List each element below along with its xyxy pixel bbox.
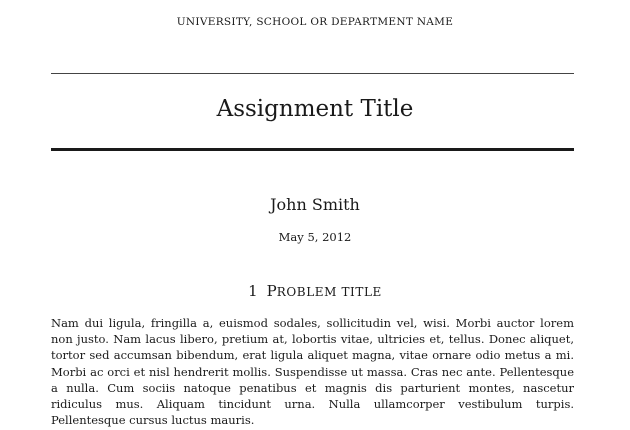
- section-number: 1: [248, 282, 258, 300]
- section-body-paragraph: Nam dui ligula, fringilla a, euismod sodales, sollicitudin vel, wisi. Morbi auctor lorem non justo. Nam lacus libero, pretium at, lobortis vitae, ultricies et, tellus. Donec aliquet, tortor sed accumsan bibendum, erat ligula aliquet magna, vitae ornare odio metus a mi. Morbi ac orci et nisl hendrerit mollis. Suspendisse ut massa. Cras nec ante. Pellentesque a nulla. Cum sociis natoque penatibus et magnis dis parturient montes, nascetur ridiculus mus. Aliquam tincidunt urna. Nulla ullamcorper vestibulum turpis. Pellentesque cursus luctus mauris.: [51, 316, 574, 428]
- title-bottom-rule: [51, 148, 574, 151]
- section-title-initial: P: [266, 282, 277, 300]
- section-heading: [0, 282, 630, 300]
- section-title-rest: ROBLEM TITLE: [276, 285, 382, 299]
- author-name: John Smith: [270, 195, 360, 214]
- institution-name: UNIVERSITY, SCHOOL OR DEPARTMENT NAME: [176, 16, 454, 28]
- title-top-rule: [51, 73, 574, 74]
- document-title: Assignment Title: [216, 96, 414, 122]
- document-date: May 5, 2012: [278, 230, 352, 244]
